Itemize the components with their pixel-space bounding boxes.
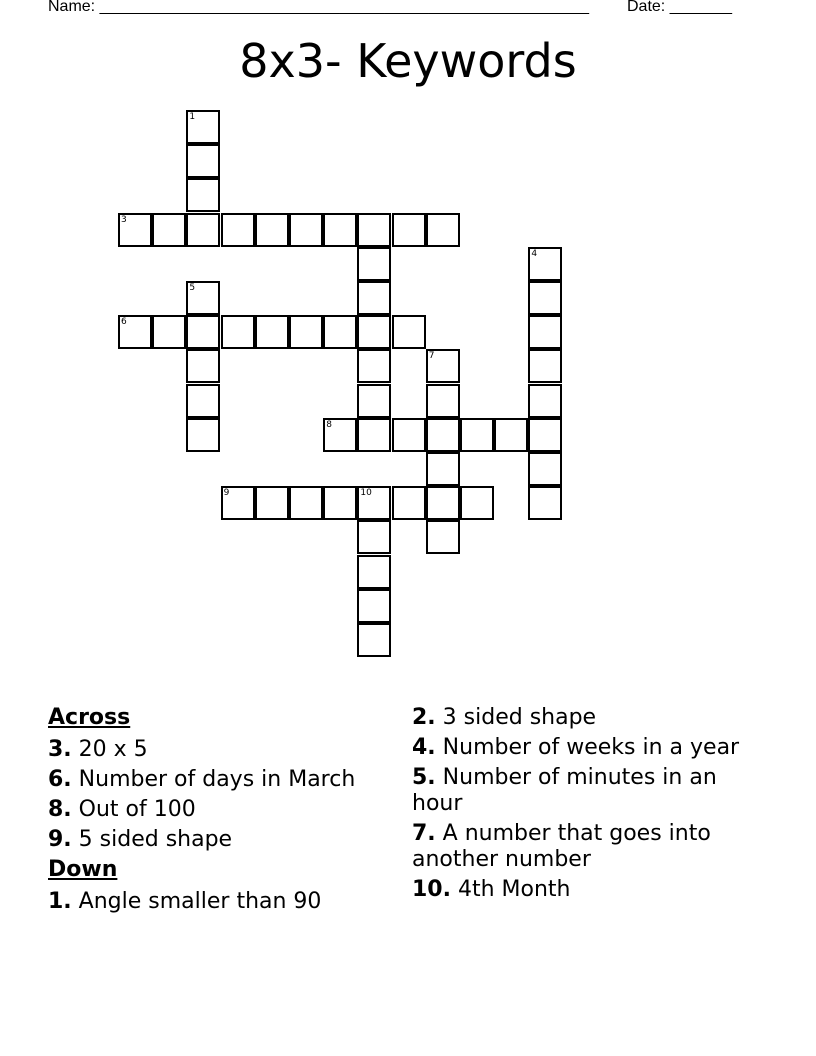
clue-number-label: 8 [326, 419, 332, 430]
grid-cell[interactable] [118, 315, 152, 349]
grid-cell[interactable] [528, 418, 562, 452]
grid-cell[interactable] [186, 384, 220, 418]
grid-cell[interactable] [221, 315, 255, 349]
grid-cell[interactable] [323, 315, 357, 349]
clue-number: 5. [412, 765, 436, 790]
clue-down-4 [412, 735, 762, 761]
clue-number-label: 3 [121, 214, 127, 225]
clue-across-8 [48, 797, 388, 823]
grid-cell[interactable] [186, 178, 220, 212]
clue-text: Number of minutes in an hour [412, 765, 717, 816]
grid-cell[interactable] [357, 281, 391, 315]
clue-number-label: 7 [428, 351, 435, 362]
clue-across-3 [48, 737, 388, 763]
clue-text: A number that goes into another number [412, 821, 711, 872]
clue-number: 7. [412, 821, 436, 846]
clue-across-9 [48, 827, 388, 853]
grid-cell[interactable] [528, 247, 562, 281]
grid-cell[interactable] [323, 418, 357, 452]
clue-down-10 [412, 877, 762, 903]
grid-cell[interactable] [357, 315, 391, 349]
grid-cell[interactable] [357, 247, 391, 281]
grid-cell[interactable] [221, 486, 255, 520]
clue-text: Number of weeks in a year [442, 735, 740, 760]
clue-number-label: 9 [223, 488, 230, 499]
grid-cell[interactable] [426, 452, 460, 486]
clue-across-6 [48, 767, 388, 793]
clue-text: Angle smaller than 90 [78, 889, 322, 914]
clue-number: 2. [412, 705, 436, 730]
grid-cell[interactable] [426, 349, 460, 383]
clue-number: 8. [48, 797, 72, 822]
grid-cell[interactable] [357, 349, 391, 383]
clue-down-5 [412, 765, 762, 817]
grid-cell[interactable] [186, 110, 220, 144]
grid-cell[interactable] [426, 520, 460, 554]
clue-text: Number of days in March [78, 767, 356, 792]
grid-cell[interactable] [186, 281, 220, 315]
grid-cell[interactable] [528, 281, 562, 315]
grid-cell[interactable] [426, 486, 460, 520]
grid-cell[interactable] [357, 555, 391, 589]
page-title: 8x3- Keywords [239, 34, 577, 88]
clue-number-label: 4 [531, 248, 538, 259]
down-heading: Down [48, 857, 118, 882]
clue-number-label: 1 [189, 112, 196, 122]
grid-cell[interactable] [255, 213, 289, 247]
grid-cell[interactable] [494, 418, 528, 452]
across-heading: Across [48, 705, 131, 730]
grid-cell[interactable] [426, 418, 460, 452]
name-line: Name: _______________________________________________________ [48, 0, 589, 15]
clue-number-label: 5 [189, 283, 196, 293]
clue-down-7 [412, 821, 762, 873]
grid-cell[interactable] [221, 213, 255, 247]
clue-number: 1. [48, 889, 72, 914]
clue-down-2 [412, 705, 762, 731]
grid-cell[interactable] [357, 213, 391, 247]
grid-cell[interactable] [528, 486, 562, 520]
clue-text: 4th Month [457, 877, 571, 902]
clue-number: 10. [412, 877, 451, 902]
grid-cell[interactable] [357, 418, 391, 452]
grid-cell[interactable] [289, 486, 323, 520]
grid-cell[interactable] [460, 418, 494, 452]
grid-cell[interactable] [357, 589, 391, 623]
grid-cell[interactable] [152, 315, 186, 349]
grid-cell[interactable] [118, 213, 152, 247]
grid-cell[interactable] [392, 418, 426, 452]
grid-cell[interactable] [392, 213, 426, 247]
grid-cell[interactable] [528, 452, 562, 486]
grid-cell[interactable] [152, 213, 186, 247]
grid-cell[interactable] [357, 623, 391, 657]
clue-number: 4. [412, 735, 436, 760]
grid-cell[interactable] [186, 349, 220, 383]
grid-cell[interactable] [255, 486, 289, 520]
grid-cell[interactable] [426, 213, 460, 247]
grid-cell[interactable] [186, 144, 220, 178]
clue-text: 20 x 5 [78, 737, 148, 762]
grid-cell[interactable] [528, 384, 562, 418]
grid-cell[interactable] [289, 213, 323, 247]
clue-number-label: 10 [360, 488, 372, 499]
grid-cell[interactable] [186, 213, 220, 247]
clues-left-column [48, 705, 388, 915]
grid-cell[interactable] [528, 349, 562, 383]
grid-cell[interactable] [186, 418, 220, 452]
grid-cell[interactable] [460, 486, 494, 520]
date-line: Date: _______ [627, 0, 732, 15]
clue-number-label: 6 [121, 317, 127, 328]
grid-cell[interactable] [323, 486, 357, 520]
grid-cell[interactable] [357, 486, 391, 520]
clue-number: 6. [48, 767, 72, 792]
grid-cell[interactable] [392, 486, 426, 520]
grid-cell[interactable] [528, 315, 562, 349]
grid-cell[interactable] [392, 315, 426, 349]
grid-cell[interactable] [426, 384, 460, 418]
clues-right-column [412, 705, 762, 903]
clue-down-1 [48, 889, 388, 915]
clue-text: 3 sided shape [442, 705, 597, 730]
clue-number: 9. [48, 827, 72, 852]
grid-cell[interactable] [255, 315, 289, 349]
grid-cell[interactable] [186, 315, 220, 349]
clue-text: 5 sided shape [78, 827, 233, 852]
grid-cell[interactable] [323, 213, 357, 247]
clue-text: Out of 100 [78, 797, 196, 822]
grid-cell[interactable] [357, 520, 391, 554]
grid-cell[interactable] [357, 384, 391, 418]
grid-cell[interactable] [289, 315, 323, 349]
clue-number: 3. [48, 737, 72, 762]
